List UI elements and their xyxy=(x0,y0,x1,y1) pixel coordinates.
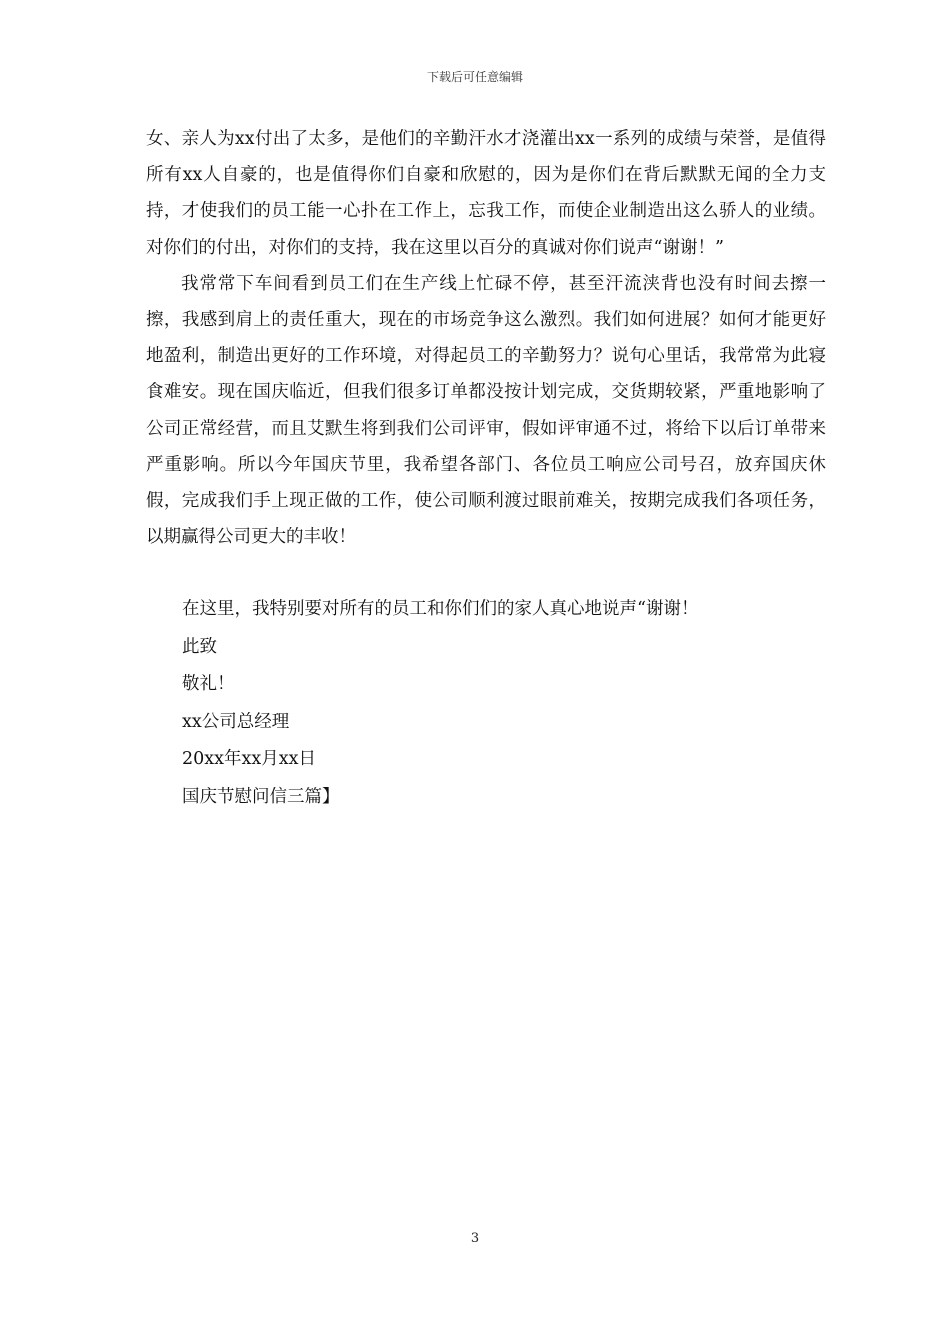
document-body xyxy=(146,121,826,816)
signature: xx公司总经理 xyxy=(182,711,290,732)
paragraph-workshop: 我常常下车间看到员工们在生产线上忙碌不停，甚至汗流浃背也没有时间去擦一擦，我感到肩上的责任重大，现在的市场竞争这么激烈。我们如何进展？如何才能更好地盈利，制造出更好的工作环境，对得起员工的辛勤努力？说句心里话，我常常为此寝食难安。现在国庆临近，但我们很多订单都没按计划完成，交货期较紧，严重地影响了公司正常经营，而且艾默生将到我们公司评审，假如评审通不过，将给下以后订单带来严重影响。所以今年国庆节里，我希望各部门、各位员工响应公司号召，放弃国庆休假，完成我们手上现正做的工作，使公司顺利渡过眼前难关，按期完成我们各项任务，以期赢得公司更大的丰收！ xyxy=(146,273,826,548)
blank-line xyxy=(146,555,826,591)
paragraph-continued: 女、亲人为xx付出了太多，是他们的辛勤汗水才浇灌出xx一系列的成绩与荣誉，是值得所有xx人自豪的，也是值得你们自豪和欣慰的，因为是你们在背后默默无闻的全力支持，才使我们的员工能一心扑在工作上，忘我工作，而使企业制造出这么骄人的业绩。对你们的付出，对你们的支持，我在这里以百分的真诚对你们说声“谢谢！” xyxy=(146,129,826,258)
regards: 敬礼！ xyxy=(182,674,235,695)
closing-block xyxy=(146,591,826,816)
letter-date: 20xx年xx月xx日 xyxy=(182,749,316,770)
page-header: 下载后可任意编辑 xyxy=(426,70,523,84)
page-number: 3 xyxy=(470,1231,480,1246)
section-title-line: 国庆节慰问信三篇】 xyxy=(182,786,340,807)
thanks-line: 在这里，我特别要对所有的员工和你们们的家人真心地说声“谢谢！ xyxy=(182,599,699,620)
salutation: 此致 xyxy=(182,636,217,657)
